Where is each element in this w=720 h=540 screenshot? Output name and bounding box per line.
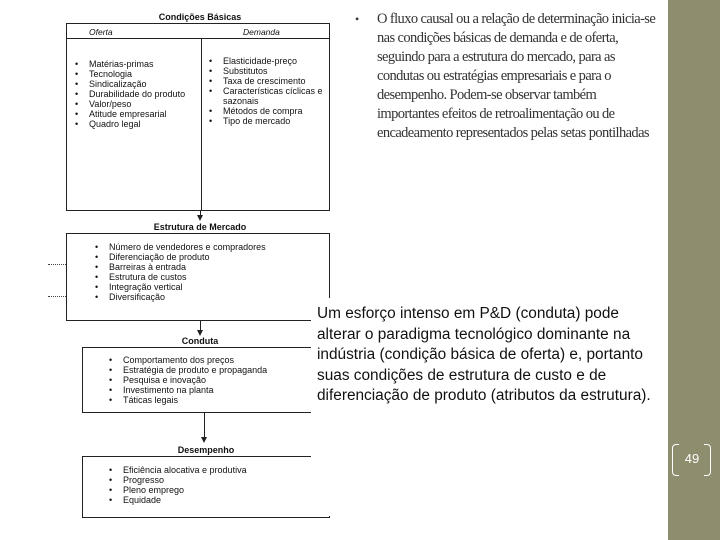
conduct-title: Conduta [181,336,219,346]
list-item: • Sindicalização [73,79,199,89]
feedback-dotted-line [48,264,66,265]
list-item: • Estrutura de custos [93,272,325,282]
structure-list [93,242,325,302]
main-bullet-paragraph [355,10,660,143]
list-item: • Tipo de mercado [207,116,325,126]
list-item: • Durabilidade do produto [73,89,199,99]
conduct-box [82,347,330,413]
flow-arrow [204,412,205,438]
list-item: • Atitude empresarial [73,109,199,119]
list-item: • Barreiras à entrada [93,262,325,272]
list-item: • Valor/peso [73,99,199,109]
list-item: • Diversificação [93,292,325,302]
scp-diagram [60,8,336,518]
structure-title: Estrutura de Mercado [153,222,247,232]
arrow-down-icon [201,437,207,443]
list-item: • Pesquisa e inovação [107,375,325,385]
list-item: • Elasticidade-preço [207,56,325,66]
list-item: • Quadro legal [73,119,199,129]
list-item: • Diferenciação de produto [93,252,325,262]
list-item: • Características cíclicas e sazonais [207,86,325,106]
list-item: • Progresso [107,475,325,485]
blank-area [311,436,537,516]
basic-conditions-box [66,23,330,211]
list-item: • Comportamento dos preços [107,355,325,365]
bullet-text: O fluxo causal ou a relação de determinação inicia-se nas condições básicas de demanda e de oferta, seguindo para a estrutura do mercado, para as condutas ou estratégias empresariais e para o desempenho. Podem-se observar também importantes efeitos de retroalimentação ou de encadeamento representados pelas setas pontilhadas [377,11,656,141]
list-item: • Estratégia de produto e propaganda [107,365,325,375]
list-item: • Matérias-primas [73,59,199,69]
supply-list [73,59,199,129]
demand-list [207,56,325,126]
performance-box [82,456,330,518]
bullet-marker: • [355,12,359,26]
list-item: • Taxa de crescimento [207,76,325,86]
basic-conditions-title: Condições Básicas [158,12,242,22]
performance-title: Desempenho [177,445,235,455]
page-number: 49 [684,451,700,466]
performance-list [107,465,325,505]
list-item: • Pleno emprego [107,485,325,495]
conduct-list [107,355,325,405]
structure-box [66,233,330,321]
list-item: • Equidade [107,495,325,505]
list-item: • Métodos de compra [207,106,325,116]
list-item: • Integração vertical [93,282,325,292]
callout-text: Um esforço intenso em P&D (conduta) pode alterar o paradigma tecnológico dominante na indústria (condição básica de oferta) e, portanto suas condições de estrutura de custo e de diferenciação de produto (atributos da estrutura). [317,305,651,405]
list-item: • Substitutos [207,66,325,76]
list-item: • Eficiência alocativa e produtiva [107,465,325,475]
list-item: • Táticas legais [107,395,325,405]
arrow-down-icon [197,215,203,221]
feedback-dotted-line [48,296,66,297]
demand-header: Demanda [243,27,280,37]
callout-text-box [311,298,667,436]
list-item: • Tecnologia [73,69,199,79]
supply-header: Oferta [89,27,113,37]
list-item: • Número de vendedores e compradores [93,242,325,252]
list-item: • Investimento na planta [107,385,325,395]
